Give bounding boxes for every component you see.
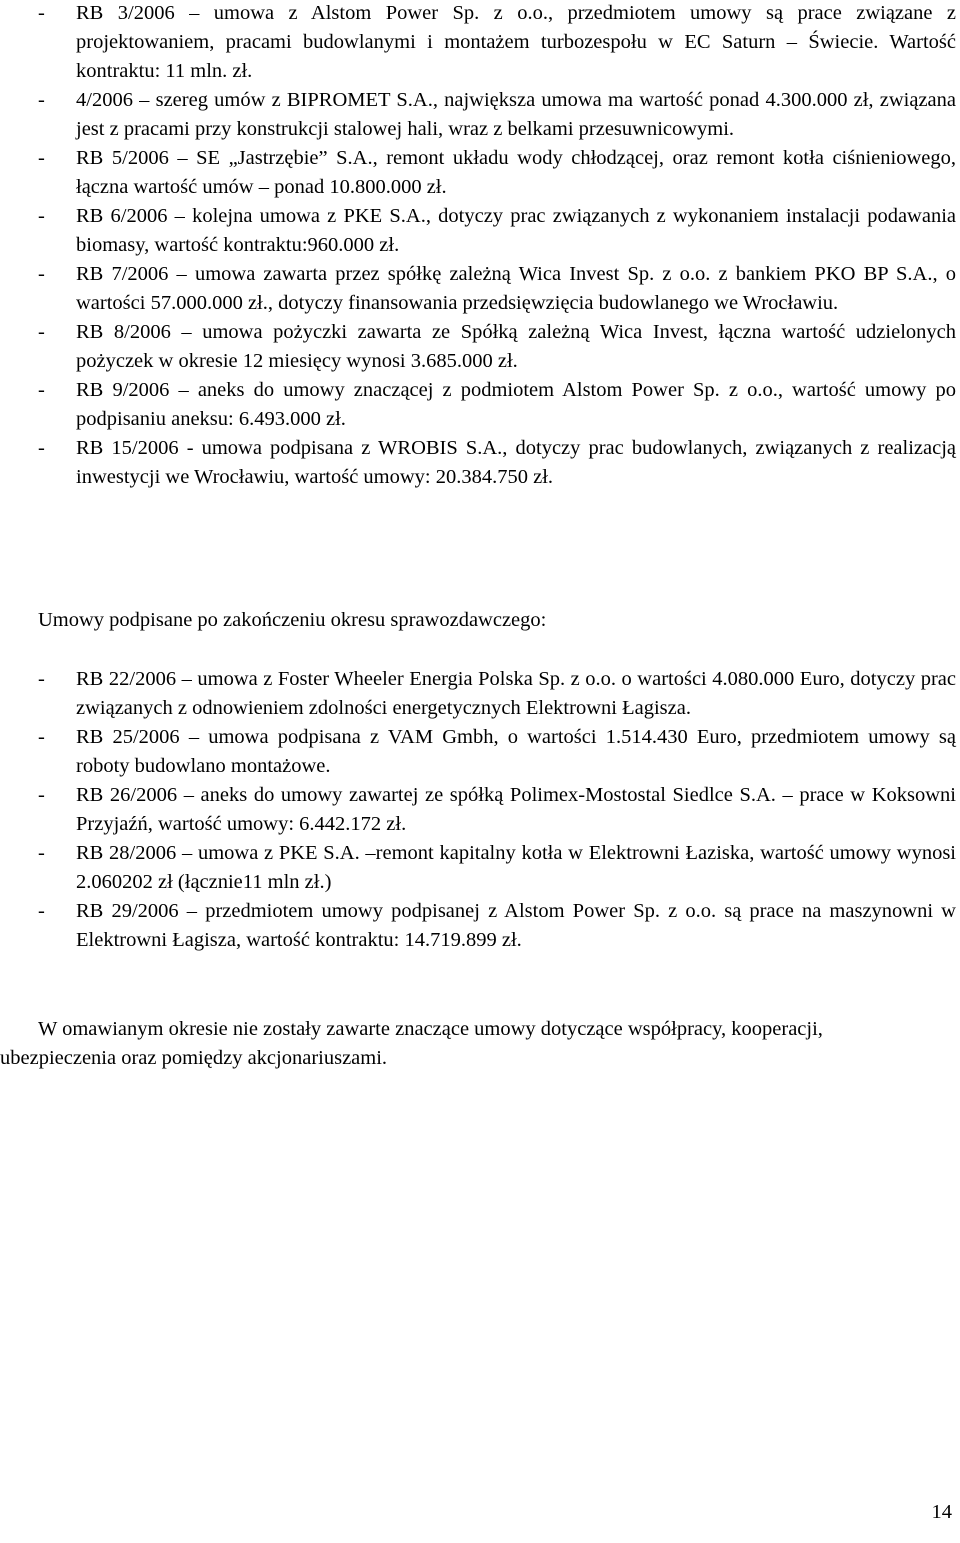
contracts-list-reporting-period xyxy=(38,0,956,492)
list-item-text: RB 22/2006 – umowa z Foster Wheeler Energia Polska Sp. z o.o. o wartości 4.080.000 Euro, dotyczy prac związanych z odnowieniem zdolności energetycznych Elektrowni Łagisza. xyxy=(76,668,956,719)
list-item-text: 4/2006 – szereg umów z BIPROMET S.A., największa umowa ma wartość ponad 4.300.000 zł, związana jest z pracami przy konstrukcji stalowej hali, wraz z belkami przesuwnicowymi. xyxy=(76,89,956,140)
dash-bullet: - xyxy=(38,205,45,227)
closing-paragraph: W omawianym okresie nie zostały zawarte znaczące umowy dotyczące współpracy, kooperacji, ubezpieczenia oraz pomiędzy akcjonariuszami. xyxy=(0,1018,823,1069)
list-item xyxy=(38,318,956,376)
list-item-text: RB 3/2006 – umowa z Alstom Power Sp. z o.o., przedmiotem umowy są prace związane z projektowaniem, pracami budowlanymi i montażem turbozespołu w EC Saturn – Świecie. Wartość kontraktu: 11 mln. zł. xyxy=(76,2,956,82)
dash-bullet: - xyxy=(38,784,45,806)
list-item-text: RB 15/2006 - umowa podpisana z WROBIS S.A., dotyczy prac budowlanych, związanych z realizacją inwestycji we Wrocławiu, wartość umowy: 20.384.750 zł. xyxy=(76,437,956,488)
list-item xyxy=(38,665,956,723)
dash-bullet: - xyxy=(38,668,45,690)
page-number: 14 xyxy=(931,1501,952,1523)
contracts-list-after-period xyxy=(38,665,956,955)
list-item-text: RB 7/2006 – umowa zawarta przez spółkę zależną Wica Invest Sp. z o.o. z bankiem PKO BP S.A., o wartości 57.000.000 zł., dotyczy finansowania przedsięwzięcia budowlanego we Wrocławiu. xyxy=(76,263,956,314)
list-item xyxy=(38,260,956,318)
dash-bullet: - xyxy=(38,842,45,864)
dash-bullet: - xyxy=(38,2,45,24)
list-item-text: RB 5/2006 – SE „Jastrzębie” S.A., remont układu wody chłodzącej, oraz remont kotła ciśnieniowego, łączna wartość umów – ponad 10.800.000 zł. xyxy=(76,147,956,198)
list-item xyxy=(38,723,956,781)
list-item xyxy=(38,839,956,897)
list-item-text: RB 28/2006 – umowa z PKE S.A. –remont kapitalny kotła w Elektrowni Łaziska, wartość umowy wynosi 2.060202 zł (łącznie11 mln zł.) xyxy=(76,842,956,893)
list-item xyxy=(38,376,956,434)
list-item xyxy=(38,0,956,86)
list-item-text: RB 25/2006 – umowa podpisana z VAM Gmbh, o wartości 1.514.430 Euro, przedmiotem umowy są roboty budowlano montażowe. xyxy=(76,726,956,777)
list-item-text: RB 8/2006 – umowa pożyczki zawarta ze Spółką zależną Wica Invest, łączna wartość udzielonych pożyczek w okresie 12 miesięcy wynosi 3.685.000 zł. xyxy=(76,321,956,372)
dash-bullet: - xyxy=(38,89,45,111)
dash-bullet: - xyxy=(38,321,45,343)
list-item-text: RB 29/2006 – przedmiotem umowy podpisanej z Alstom Power Sp. z o.o. są prace na maszynowni w Elektrowni Łagisza, wartość kontraktu: 14.719.899 zł. xyxy=(76,900,956,951)
list-item xyxy=(38,434,956,492)
dash-bullet: - xyxy=(38,437,45,459)
list-item xyxy=(38,86,956,144)
section-heading-after-period: Umowy podpisane po zakończeniu okresu sprawozdawczego: xyxy=(38,609,547,631)
list-item-text: RB 6/2006 – kolejna umowa z PKE S.A., dotyczy prac związanych z wykonaniem instalacji podawania biomasy, wartość kontraktu:960.000 zł. xyxy=(76,205,956,256)
dash-bullet: - xyxy=(38,900,45,922)
list-item xyxy=(38,202,956,260)
list-item xyxy=(38,781,956,839)
list-item xyxy=(38,897,956,955)
dash-bullet: - xyxy=(38,147,45,169)
list-item xyxy=(38,144,956,202)
dash-bullet: - xyxy=(38,726,45,748)
dash-bullet: - xyxy=(38,379,45,401)
dash-bullet: - xyxy=(38,263,45,285)
list-item-text: RB 9/2006 – aneks do umowy znaczącej z podmiotem Alstom Power Sp. z o.o., wartość umowy po podpisaniu aneksu: 6.493.000 zł. xyxy=(76,379,956,430)
list-item-text: RB 26/2006 – aneks do umowy zawartej ze spółką Polimex-Mostostal Siedlce S.A. – prace w Koksowni Przyjaźń, wartość umowy: 6.442.172 zł. xyxy=(76,784,956,835)
